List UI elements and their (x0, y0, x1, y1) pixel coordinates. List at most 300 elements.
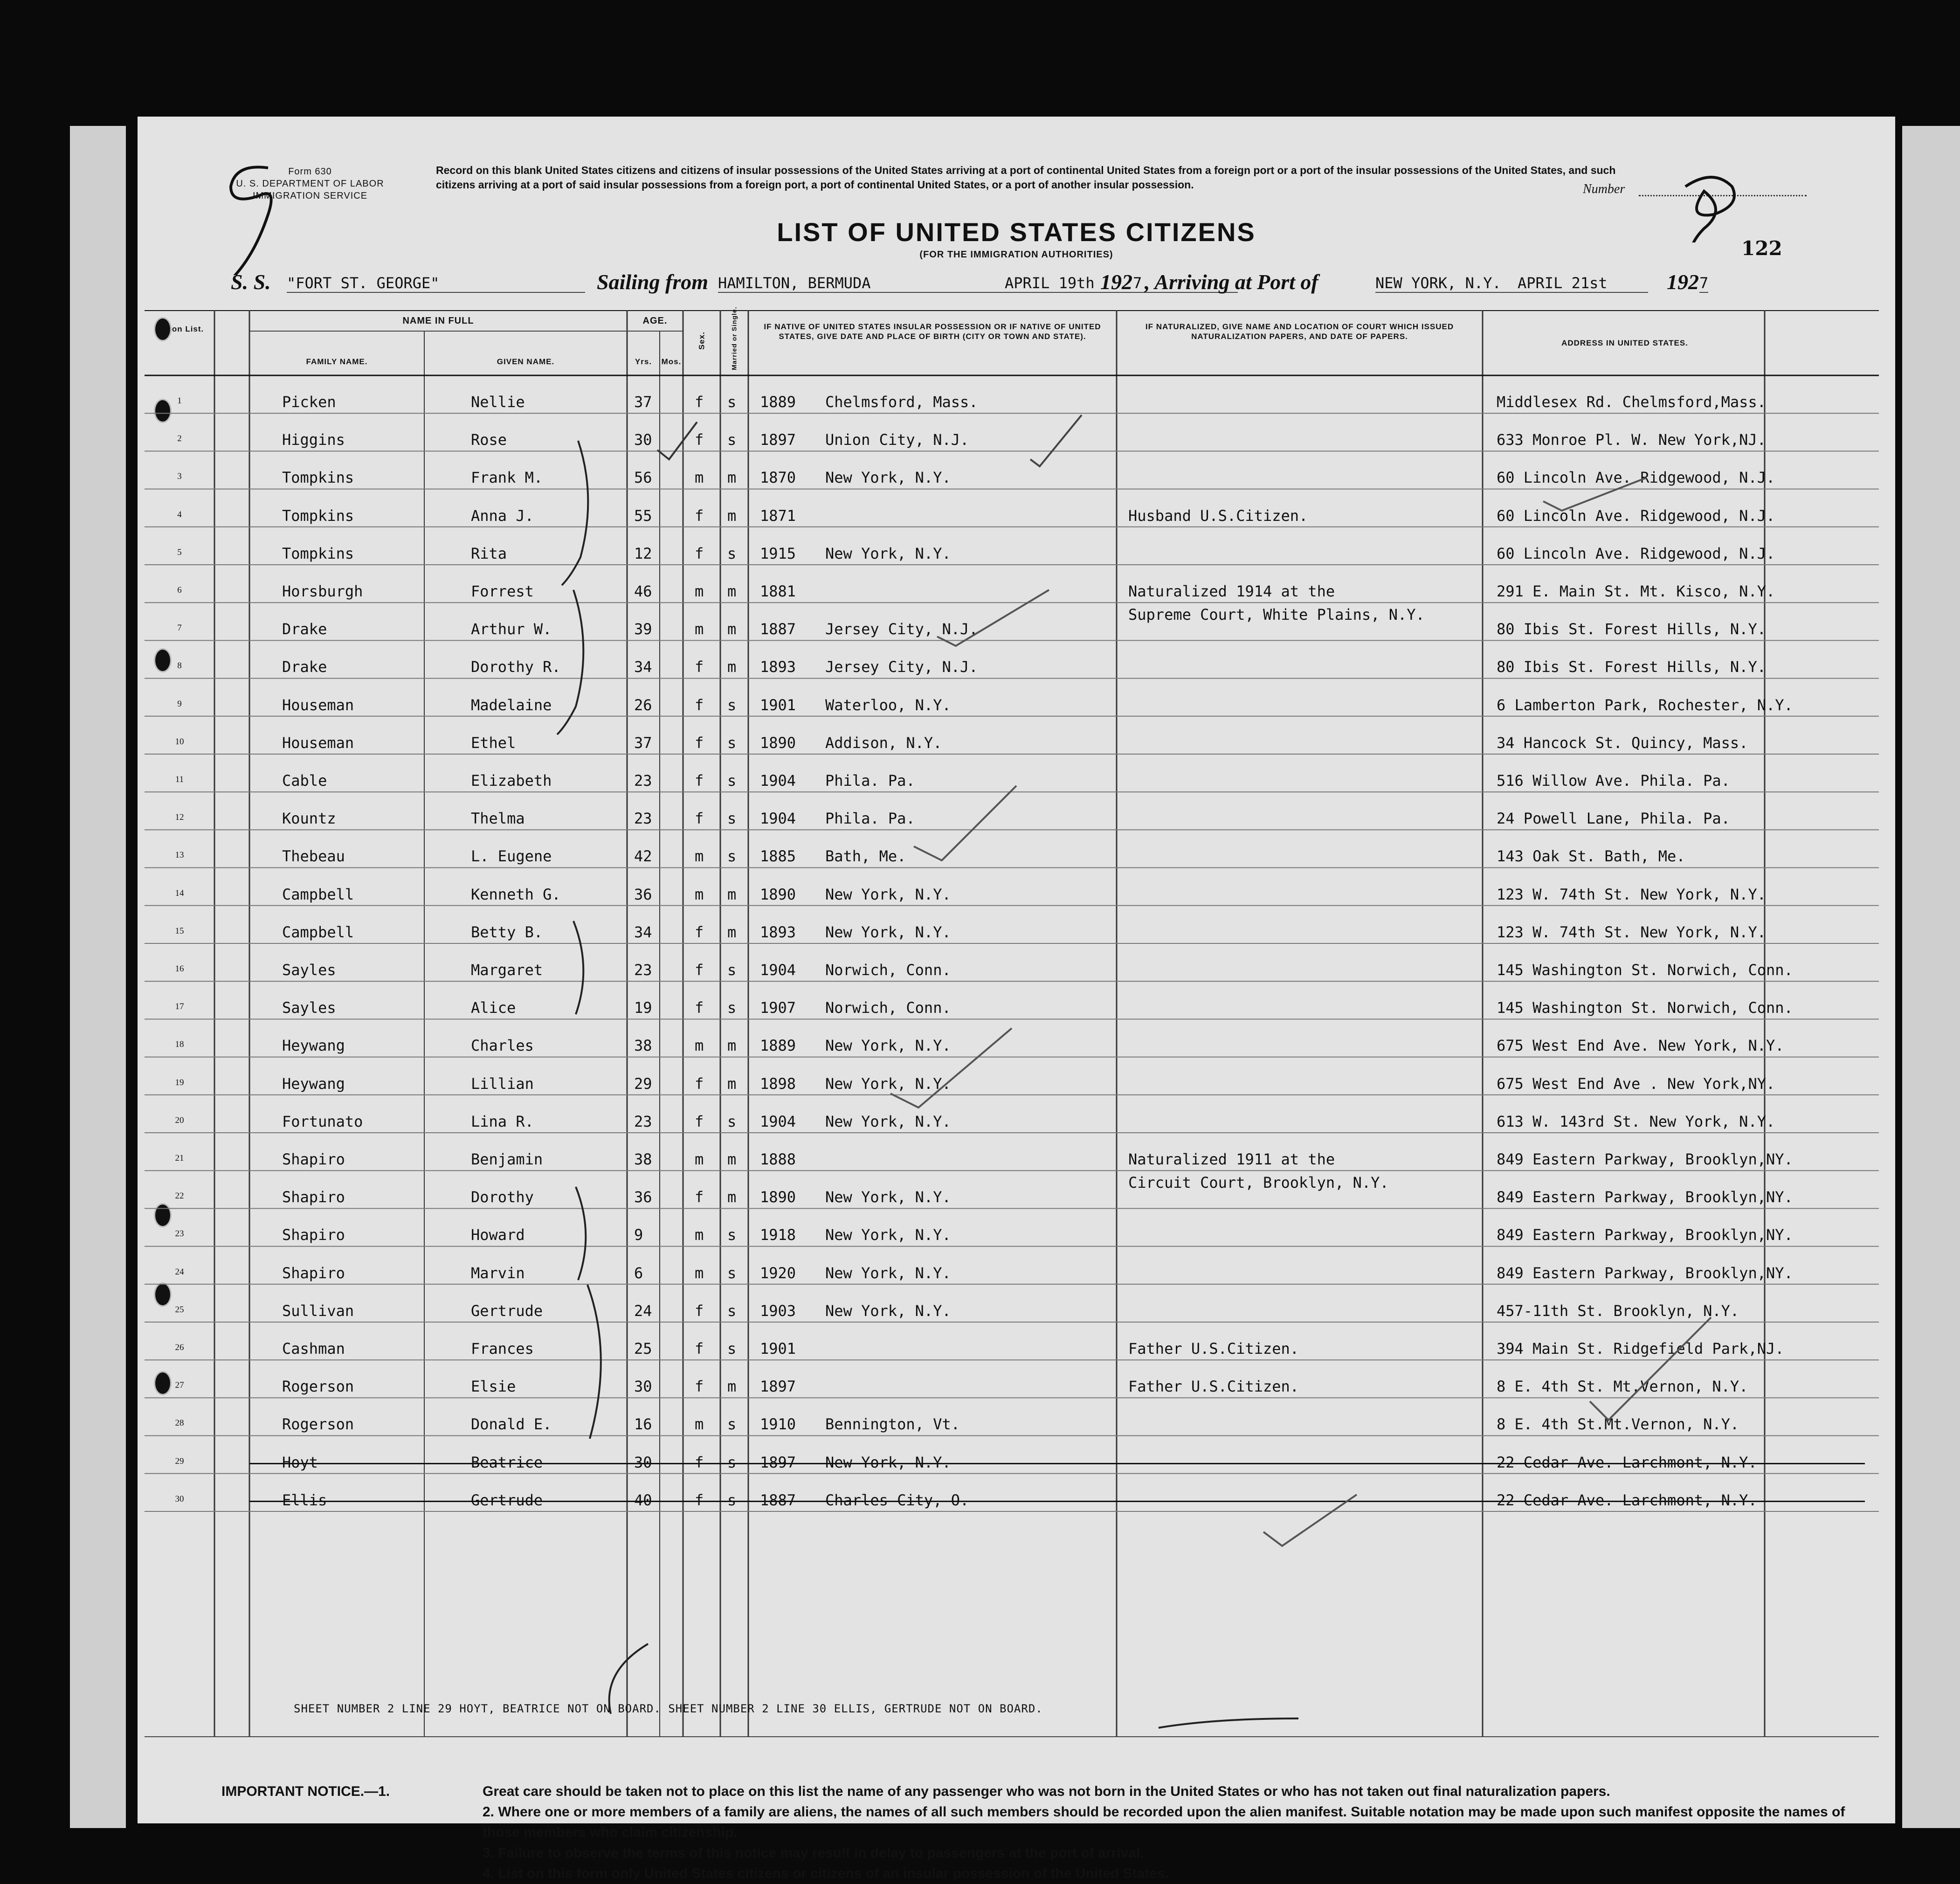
sex: f (695, 1302, 704, 1320)
marital-status: m (727, 885, 737, 903)
family-name: Shapiro (282, 1150, 345, 1168)
birth-place: New York, N.Y. (825, 885, 951, 903)
given-name: Ethel (471, 734, 516, 752)
birth-place: New York, N.Y. (825, 1188, 951, 1206)
birth-year: 1907 (760, 999, 796, 1017)
table-row (145, 413, 1879, 451)
sheet-note: SHEET NUMBER 2 LINE 29 HOYT, BEATRICE NOT ON BOARD. SHEET NUMBER 2 LINE 30 ELLIS, GERTRUDE NOT ON BOARD. (294, 1702, 1043, 1715)
row-number: 29 (175, 1456, 184, 1466)
marital-status: s (727, 1415, 737, 1434)
table-row (145, 565, 1879, 623)
age-years: 6 (634, 1264, 643, 1282)
row-number: 11 (175, 775, 184, 784)
family-name: Shapiro (282, 1188, 345, 1206)
table-row (145, 981, 1879, 1019)
address: 849 Eastern Parkway, Brooklyn,NY. (1497, 1188, 1793, 1206)
form-number: Form 630 (288, 166, 332, 177)
arrival-date: APRIL 21st (1518, 274, 1648, 293)
given-name: Elizabeth (471, 772, 552, 790)
given-name: Frank M. (471, 469, 543, 487)
address: 849 Eastern Parkway, Brooklyn,NY. (1497, 1226, 1793, 1244)
marital-status: m (727, 1037, 737, 1055)
birth-year: 1904 (760, 810, 796, 828)
sex: f (695, 1112, 704, 1130)
family-name: Rogerson (282, 1415, 354, 1434)
given-name: Elsie (471, 1378, 516, 1396)
address: 516 Willow Ave. Phila. Pa. (1497, 772, 1730, 790)
birth-year: 1888 (760, 1150, 796, 1168)
row-number: 10 (175, 736, 184, 747)
row-number: 15 (175, 926, 184, 936)
number-label: Number (1583, 182, 1625, 196)
sex: m (695, 885, 704, 903)
address: 6 Lamberton Park, Rochester, N.Y. (1497, 696, 1793, 714)
naturalization: Naturalized 1914 at the (1128, 582, 1335, 600)
row-number: 24 (175, 1267, 184, 1277)
marital-status: m (727, 1188, 737, 1206)
birth-place: Union City, N.J. (825, 431, 969, 449)
birth-year: 1897 (760, 1453, 796, 1471)
age-years: 26 (634, 696, 652, 714)
handwritten-sheet-number (207, 154, 301, 275)
row-number: 21 (175, 1153, 184, 1163)
address: 22 Cedar Ave. Larchmont, N.Y. (1497, 1453, 1757, 1471)
address: Middlesex Rd. Chelmsford,Mass. (1497, 393, 1766, 411)
table-row (145, 943, 1879, 981)
address: 34 Hancock St. Quincy, Mass. (1497, 734, 1748, 752)
marital-status: m (727, 1150, 737, 1168)
sex: m (695, 582, 704, 600)
age-years: 36 (634, 885, 652, 903)
sex: f (695, 772, 704, 790)
row-number: 18 (175, 1039, 184, 1050)
given-name: Anna J. (471, 506, 534, 525)
given-name: Madelaine (471, 696, 552, 714)
age-years: 23 (634, 810, 652, 828)
birth-place: New York, N.Y. (825, 1112, 951, 1130)
marital-status: m (727, 1074, 737, 1093)
given-name: Gertrude (471, 1302, 543, 1320)
row-number: 12 (175, 812, 184, 823)
marital-status: s (727, 696, 737, 714)
row-number: 25 (175, 1304, 184, 1315)
given-name: Nellie (471, 393, 525, 411)
row-number: 28 (175, 1418, 184, 1428)
family-name: Drake (282, 658, 327, 676)
given-name: Dorothy R. (471, 658, 561, 676)
age-years: 9 (634, 1226, 643, 1244)
given-name: Betty B. (471, 923, 543, 941)
table-row (145, 1284, 1879, 1322)
age-years: 40 (634, 1491, 652, 1509)
given-name: Alice (471, 999, 516, 1017)
birth-year: 1890 (760, 1188, 796, 1206)
marital-status: s (727, 810, 737, 828)
sailing-date: APRIL 19th (1005, 274, 1238, 293)
age-years: 23 (634, 1112, 652, 1130)
table-row (145, 1436, 1879, 1474)
marital-status: s (727, 999, 737, 1017)
family-name: Higgins (282, 431, 345, 449)
given-name: Benjamin (471, 1150, 543, 1168)
sex: f (695, 431, 704, 449)
arrival-port: NEW YORK, N.Y. (1375, 274, 1571, 293)
table-row (145, 527, 1879, 565)
row-number: 30 (175, 1494, 184, 1504)
marital-status: s (727, 1264, 737, 1282)
naturalization-court: Circuit Court, Brooklyn, N.Y. (1128, 1174, 1389, 1191)
handwritten-number-value (1657, 168, 1760, 242)
birth-place: New York, N.Y. (825, 1074, 951, 1093)
birth-year: 1881 (760, 582, 796, 600)
birth-place: New York, N.Y. (825, 469, 951, 487)
address: 145 Washington St. Norwich, Conn. (1497, 999, 1793, 1017)
age-years: 29 (634, 1074, 652, 1093)
sex: m (695, 847, 704, 866)
birth-place: Chelmsford, Mass. (825, 393, 978, 411)
sex: f (695, 1340, 704, 1358)
address: 849 Eastern Parkway, Brooklyn,NY. (1497, 1150, 1793, 1168)
family-name: Cable (282, 772, 327, 790)
address: 613 W. 143rd St. New York, N.Y. (1497, 1112, 1775, 1130)
given-name: Donald E. (471, 1415, 552, 1434)
marital-status: s (727, 847, 737, 866)
marital-status: m (727, 469, 737, 487)
row-number: 23 (175, 1229, 184, 1239)
birth-year: 1889 (760, 393, 796, 411)
table-row (145, 489, 1879, 527)
age-years: 55 (634, 506, 652, 525)
address: 60 Lincoln Ave. Ridgewood, N.J. (1497, 506, 1775, 525)
given-name: L. Eugene (471, 847, 552, 866)
sex: f (695, 658, 704, 676)
birth-year: 1897 (760, 431, 796, 449)
sex: m (695, 1150, 704, 1168)
row-number: 13 (175, 850, 184, 860)
table-row (145, 1095, 1879, 1133)
table-row (145, 1398, 1879, 1435)
family-name: Shapiro (282, 1264, 345, 1282)
birth-place: Addison, N.Y. (825, 734, 942, 752)
age-years: 46 (634, 582, 652, 600)
marital-status: s (727, 961, 737, 979)
age-years: 30 (634, 431, 652, 449)
birth-year: 1885 (760, 847, 796, 866)
row-number: 2 (177, 434, 182, 444)
table-row (145, 640, 1879, 678)
table-row (145, 906, 1879, 943)
naturalization-court: Supreme Court, White Plains, N.Y. (1128, 606, 1425, 623)
row-number: 4 (177, 509, 182, 519)
header-yrs: Yrs. (635, 357, 652, 366)
sex: m (695, 1037, 704, 1055)
given-name: Lillian (471, 1074, 534, 1093)
marital-status: s (727, 431, 737, 449)
marital-status: s (727, 393, 737, 411)
age-years: 12 (634, 544, 652, 562)
family-name: Hoyt (282, 1453, 318, 1471)
birth-year: 1904 (760, 772, 796, 790)
record-instructions: Record on this blank United States citizens and citizens of insular possessions of the United States arriving at a port of continental United States from a foreign port or a port of the insular possessions of the United States, and such citizens arriving at a port of said insular possessions from a foreign port, a port of continental United States, or a port of another insular possession. (436, 164, 1616, 191)
family-name: Houseman (282, 696, 354, 714)
birth-place: Waterloo, N.Y. (825, 696, 951, 714)
table-row (145, 679, 1879, 716)
header-age: AGE. (642, 316, 668, 326)
age-years: 39 (634, 620, 652, 638)
row-number: 1 (177, 396, 182, 406)
table-row (145, 716, 1879, 754)
table-row (145, 792, 1879, 830)
age-years: 30 (634, 1378, 652, 1396)
row-number: 5 (177, 547, 182, 557)
given-name: Frances (471, 1340, 534, 1358)
given-name: Rita (471, 544, 507, 562)
sex: f (695, 999, 704, 1017)
sex: f (695, 506, 704, 525)
birth-year: 1904 (760, 1112, 796, 1130)
header-family-name: FAMILY NAME. (306, 357, 368, 366)
row-number: 14 (175, 888, 184, 898)
arriving-label: , Arriving at Port of (1145, 270, 1318, 294)
given-name: Margaret (471, 961, 543, 979)
row-number: 8 (177, 661, 182, 671)
birth-place: New York, N.Y. (825, 1037, 951, 1055)
family-name: Tompkins (282, 506, 354, 525)
family-name: Cashman (282, 1340, 345, 1358)
birth-place: Phila. Pa. (825, 810, 915, 828)
birth-year: 1893 (760, 923, 796, 941)
header-married-single: Married or Single. (730, 306, 738, 370)
address: 123 W. 74th St. New York, N.Y. (1497, 923, 1766, 941)
birth-place: Bath, Me. (825, 847, 906, 866)
marital-status: s (727, 734, 737, 752)
family-name: Sullivan (282, 1302, 354, 1320)
address: 145 Washington St. Norwich, Conn. (1497, 961, 1793, 979)
table-row (145, 1133, 1879, 1191)
sex: f (695, 1188, 704, 1206)
birth-place: Jersey City, N.J. (825, 658, 978, 676)
birth-year: 1893 (760, 658, 796, 676)
row-number: 17 (175, 1002, 184, 1012)
sex: m (695, 1226, 704, 1244)
sex: f (695, 544, 704, 562)
family-name: Rogerson (282, 1378, 354, 1396)
table-row (145, 1247, 1879, 1284)
marital-status: m (727, 658, 737, 676)
birth-place: New York, N.Y. (825, 923, 951, 941)
address: 22 Cedar Ave. Larchmont, N.Y. (1497, 1491, 1757, 1509)
table-row (145, 1171, 1879, 1208)
family-name: Kountz (282, 810, 336, 828)
passenger-table (145, 306, 1879, 1737)
table-row (145, 1360, 1879, 1398)
given-name: Rose (471, 431, 507, 449)
address: 60 Lincoln Ave. Ridgewood, N.J. (1497, 469, 1775, 487)
header-no-on-list: No. on List. (155, 325, 204, 333)
adjacent-page-left (70, 126, 126, 1828)
birth-place: Bennington, Vt. (825, 1415, 960, 1434)
table-row (145, 830, 1879, 867)
birth-year: 1887 (760, 1491, 796, 1509)
address: 24 Powell Lane, Phila. Pa. (1497, 810, 1730, 828)
sex: f (695, 810, 704, 828)
given-name: Dorothy (471, 1188, 534, 1206)
table-row (145, 868, 1879, 906)
notice-item-4: 4. List on this form only United States citizens or citizens of an insular possession of the United States. (483, 1866, 1169, 1881)
marital-status: m (727, 923, 737, 941)
family-name: Shapiro (282, 1226, 345, 1244)
naturalization: Naturalized 1911 at the (1128, 1150, 1335, 1168)
voyage-line (138, 270, 1895, 302)
marital-status: m (727, 582, 737, 600)
birth-year: 1898 (760, 1074, 796, 1093)
birth-place: New York, N.Y. (825, 1226, 951, 1244)
form-subtitle: (FOR THE IMMIGRATION AUTHORITIES) (919, 249, 1113, 260)
marital-status: m (727, 620, 737, 638)
family-name: Ellis (282, 1491, 327, 1509)
sex: f (695, 923, 704, 941)
address: 849 Eastern Parkway, Brooklyn,NY. (1497, 1264, 1793, 1282)
sailing-label: Sailing from (597, 270, 709, 294)
family-name: Fortunato (282, 1112, 363, 1130)
age-years: 24 (634, 1302, 652, 1320)
row-number: 6 (177, 585, 182, 595)
birth-place: New York, N.Y. (825, 1302, 951, 1320)
row-number: 27 (175, 1380, 184, 1391)
given-name: Howard (471, 1226, 525, 1244)
department: U. S. DEPARTMENT OF LABOR (236, 179, 384, 189)
family-name: Sayles (282, 999, 336, 1017)
given-name: Beatrice (471, 1453, 543, 1471)
marital-status: s (727, 1491, 737, 1509)
naturalization: Father U.S.Citizen. (1128, 1340, 1299, 1358)
notice-item-2: 2. Where one or more members of a family are aliens, the names of all such members should be recorded upon the alien manifest. Suitable notation may be made upon such manifest opposite the names of those members who claim citizenship. (483, 1804, 1845, 1840)
sex: f (695, 1378, 704, 1396)
sex: m (695, 1415, 704, 1434)
sailing-port: HAMILTON, BERMUDA (718, 274, 1091, 293)
birth-year: 1871 (760, 506, 796, 525)
age-years: 16 (634, 1415, 652, 1434)
marital-status: s (727, 1302, 737, 1320)
year-2: 7 (1699, 274, 1709, 292)
sex: f (695, 696, 704, 714)
year-prefix-1: 192 (1100, 270, 1132, 294)
address: 80 Ibis St. Forest Hills, N.Y. (1497, 620, 1766, 638)
naturalization: Husband U.S.Citizen. (1128, 506, 1308, 525)
table-row (145, 451, 1879, 489)
age-years: 56 (634, 469, 652, 487)
family-name: Drake (282, 620, 327, 638)
marital-status: s (727, 1226, 737, 1244)
sex: f (695, 734, 704, 752)
page-number: 122 (1741, 237, 1782, 260)
sex: f (695, 393, 704, 411)
family-name: Picken (282, 393, 336, 411)
notice-item-3: 3. Failure to observe the terms of this notice may result in delay to passengers at the port of arrival. (483, 1845, 1144, 1861)
marital-status: s (727, 1340, 737, 1358)
address: 675 West End Ave. New York, N.Y. (1497, 1037, 1784, 1055)
year-prefix-2: 192 (1667, 270, 1699, 294)
birth-year: 1889 (760, 1037, 796, 1055)
birth-place: Norwich, Conn. (825, 999, 951, 1017)
birth-place: New York, N.Y. (825, 1453, 951, 1471)
address: 143 Oak St. Bath, Me. (1497, 847, 1685, 866)
age-years: 19 (634, 999, 652, 1017)
row-number: 22 (175, 1191, 184, 1201)
marital-status: m (727, 1378, 737, 1396)
birth-place: New York, N.Y. (825, 544, 951, 562)
service: IMMIGRATION SERVICE (252, 191, 368, 201)
birth-year: 1915 (760, 544, 796, 562)
sex: m (695, 620, 704, 638)
given-name: Kenneth G. (471, 885, 561, 903)
manifest-page (138, 117, 1895, 1881)
age-years: 34 (634, 923, 652, 941)
age-years: 30 (634, 1453, 652, 1471)
given-name: Lina R. (471, 1112, 534, 1130)
age-years: 42 (634, 847, 652, 866)
address: 675 West End Ave . New York,NY. (1497, 1074, 1775, 1093)
row-number: 7 (177, 623, 182, 633)
ship-name: "FORT ST. GEORGE" (287, 274, 585, 293)
birth-year: 1904 (760, 961, 796, 979)
family-name: Sayles (282, 961, 336, 979)
birth-year: 1901 (760, 696, 796, 714)
given-name: Charles (471, 1037, 534, 1055)
table-row (145, 1474, 1879, 1511)
given-name: Marvin (471, 1264, 525, 1282)
age-years: 23 (634, 772, 652, 790)
address: 60 Lincoln Ave. Ridgewood, N.J. (1497, 544, 1775, 562)
table-row (145, 603, 1879, 640)
family-name: Tompkins (282, 469, 354, 487)
row-number: 9 (177, 699, 182, 709)
row-number: 26 (175, 1343, 184, 1352)
header-name-in-full: NAME IN FULL (402, 316, 474, 326)
age-years: 23 (634, 961, 652, 979)
table-row (145, 1322, 1879, 1360)
birth-place: Phila. Pa. (825, 772, 915, 790)
birth-year: 1890 (760, 734, 796, 752)
adjacent-page-right (1902, 126, 1960, 1828)
birth-year: 1890 (760, 885, 796, 903)
address: 8 E. 4th St. Mt.Vernon, N.Y. (1497, 1378, 1748, 1396)
header-naturalized: IF NATURALIZED, GIVE NAME AND LOCATION OF COURT WHICH ISSUED NATURALIZATION PAPERS, AND DATE OF PAPERS. (1145, 322, 1454, 341)
header-sex: Sex. (697, 332, 706, 350)
family-name: Tompkins (282, 544, 354, 562)
year-1: 7 (1133, 274, 1142, 292)
family-name: Campbell (282, 923, 354, 941)
address: 457-11th St. Brooklyn, N.Y. (1497, 1302, 1739, 1320)
birth-year: 1897 (760, 1378, 796, 1396)
age-years: 37 (634, 734, 652, 752)
marital-status: s (727, 544, 737, 562)
sex: m (695, 1264, 704, 1282)
sex: f (695, 1453, 704, 1471)
age-years: 37 (634, 393, 652, 411)
row-number: 20 (175, 1115, 184, 1125)
age-years: 25 (634, 1340, 652, 1358)
header-given-name: GIVEN NAME. (497, 357, 555, 366)
naturalization: Father U.S.Citizen. (1128, 1378, 1299, 1396)
marital-status: s (727, 1453, 737, 1471)
given-name: Gertrude (471, 1491, 543, 1509)
birth-place: Charles City, O. (825, 1491, 969, 1509)
address: 633 Monroe Pl. W. New York,NJ. (1497, 431, 1766, 449)
row-number: 16 (175, 964, 184, 974)
given-name: Thelma (471, 810, 525, 828)
age-years: 38 (634, 1037, 652, 1055)
